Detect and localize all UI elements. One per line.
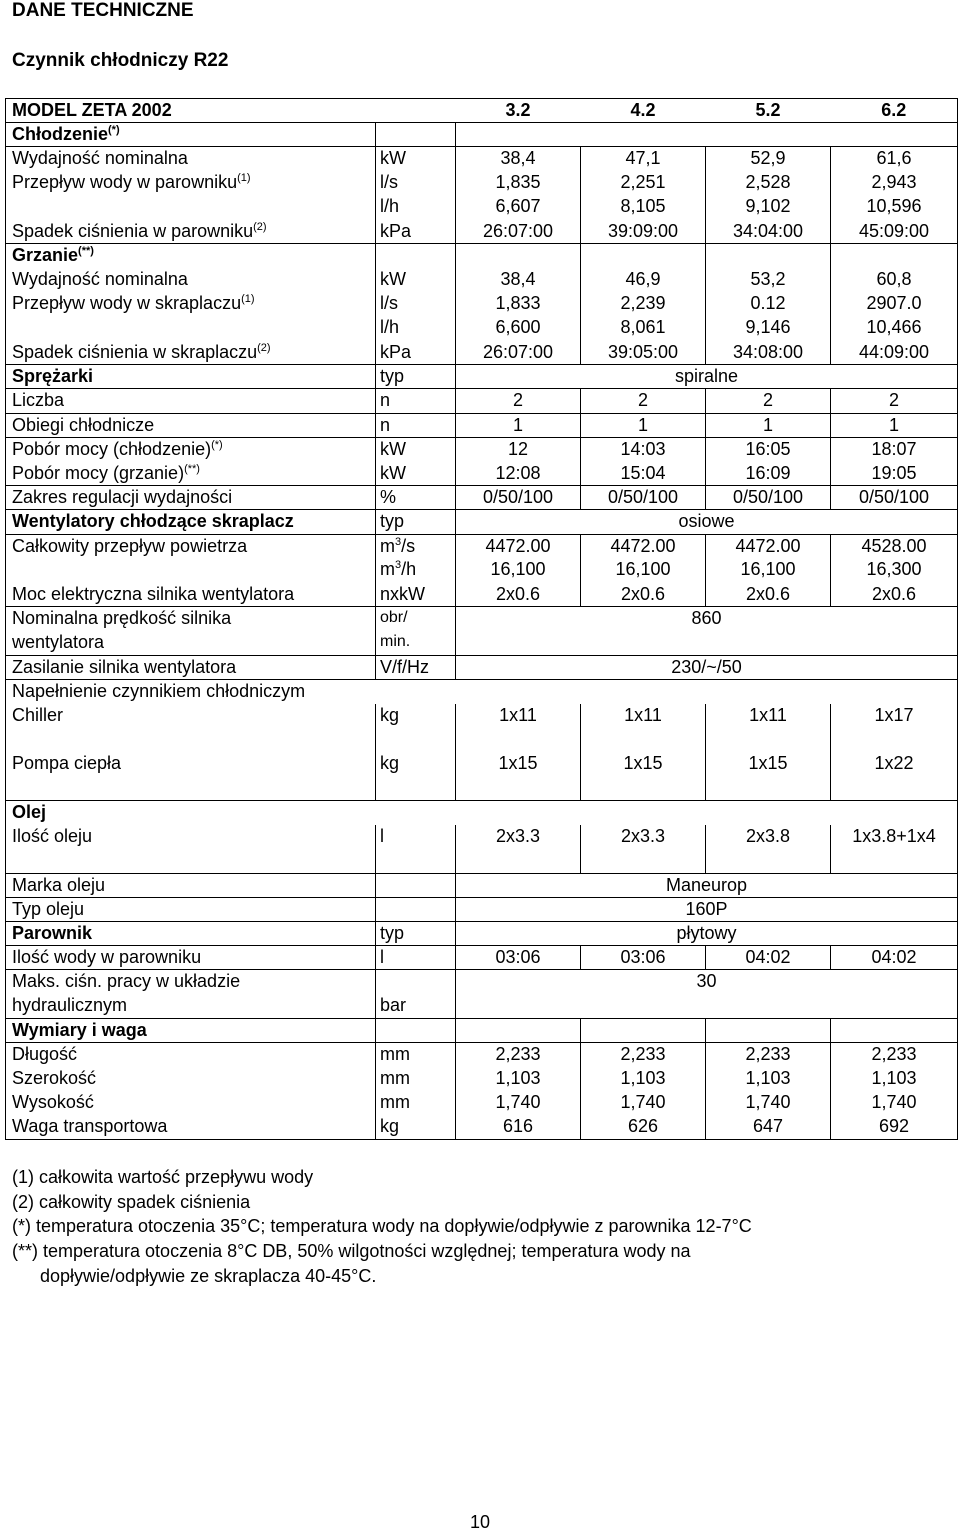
row-unit: typ (376, 365, 456, 389)
row-unit: kg (376, 1115, 456, 1139)
row-unit: kW (376, 268, 456, 292)
cell: 10,596 (831, 195, 958, 219)
cell: 0/50/100 (581, 486, 706, 510)
cell: 1x15 (706, 752, 831, 776)
model-5-2: 5.2 (755, 100, 781, 120)
cell: 1 (706, 413, 831, 437)
table-row (6, 679, 958, 703)
table-row (6, 994, 958, 1018)
cell: 0/50/100 (706, 486, 831, 510)
page-title: DANE TECHNICZNE (12, 0, 194, 21)
model-label: MODEL ZETA 2002 (6, 99, 376, 123)
row-unit: kW (376, 437, 456, 461)
cell: 53,2 (706, 268, 831, 292)
row-label: Całkowity przepływ powietrza (6, 534, 376, 558)
cell: 1,740 (456, 1091, 581, 1115)
model-3-2: 3.2 (505, 100, 531, 120)
row-label (6, 195, 376, 219)
table-row (6, 607, 958, 631)
row-unit: kW (376, 462, 456, 486)
row-label (6, 316, 376, 340)
row-unit: n (376, 389, 456, 413)
row-label: wentylatora (6, 631, 376, 655)
cell: 16:09 (706, 462, 831, 486)
cell: 1x15 (456, 752, 581, 776)
cell: 16,100 (706, 558, 831, 582)
merged-cell: płytowy (456, 921, 958, 945)
section-oil: Olej (6, 800, 958, 824)
page-number: 10 (469, 1512, 491, 1532)
cell: 26:07:00 (456, 220, 581, 244)
row-unit (376, 897, 456, 921)
table-row (6, 704, 958, 728)
row-unit: l (376, 825, 456, 849)
row-label: Liczba (6, 389, 376, 413)
table-row (6, 752, 958, 776)
table-row (6, 558, 958, 582)
footnote: (*) temperatura otoczenia 35°C; temperatura wody na dopływie/odpływie z parownika 12-7°C (12, 1216, 752, 1237)
table-row (6, 171, 958, 195)
row-unit: nxkW (376, 583, 456, 607)
table-row (6, 1018, 958, 1042)
row-label: Obiegi chłodnicze (6, 413, 376, 437)
row-label: Zakres regulacji wydajności (6, 486, 376, 510)
cell: 61,6 (831, 147, 958, 171)
table-row (6, 825, 958, 849)
footnotes (12, 1165, 952, 1289)
row-label: Chiller (6, 704, 376, 728)
model-6-2: 6.2 (831, 99, 958, 123)
cell: 2,251 (581, 171, 706, 195)
cell: 1 (456, 413, 581, 437)
cell: 1,103 (831, 1067, 958, 1091)
row-label: Napełnienie czynnikiem chłodniczym (6, 679, 958, 703)
table-row (6, 946, 958, 970)
spec-table (5, 98, 958, 1140)
cell: 2,233 (831, 1042, 958, 1066)
cell: 2x0.6 (706, 583, 831, 607)
table-row (6, 1115, 958, 1139)
refrigerant-heading: Czynnik chłodniczy R22 (12, 50, 229, 71)
cell: 38,4 (456, 147, 581, 171)
cell: 47,1 (581, 147, 706, 171)
row-unit: l/s (376, 292, 456, 316)
cell: 1,740 (706, 1091, 831, 1115)
row-unit: % (376, 486, 456, 510)
table-row (6, 244, 958, 268)
row-label: Wydajność nominalna (6, 147, 376, 171)
cell: 2,943 (831, 171, 958, 195)
table-row (6, 800, 958, 824)
merged-cell: 160P (456, 897, 958, 921)
row-unit: mm (376, 1067, 456, 1091)
cell: 1,740 (581, 1091, 706, 1115)
table-row (6, 776, 958, 800)
cell: 2 (831, 389, 958, 413)
table-row (6, 1042, 958, 1066)
cell: 2 (456, 389, 581, 413)
table-row (6, 655, 958, 679)
cell: 16,100 (456, 558, 581, 582)
table-row (6, 292, 958, 316)
row-label: Pobór mocy (chłodzenie)(*) (6, 437, 376, 461)
cell: 0/50/100 (456, 486, 581, 510)
row-label: Marka oleju (6, 873, 376, 897)
row-label: Przepływ wody w parowniku$^{(1)}$ (6, 171, 376, 195)
cell: 04:02 (831, 946, 958, 970)
table-row (6, 268, 958, 292)
section-cooling: Chłodzenie(*) (6, 123, 376, 147)
cell: 2x3.3 (581, 825, 706, 849)
table-row (6, 462, 958, 486)
row-unit: l/h (376, 195, 456, 219)
table-row (6, 534, 958, 558)
row-label (6, 558, 376, 582)
table-row (6, 413, 958, 437)
model-4-2: 4.2 (630, 100, 656, 120)
row-label: Zasilanie silnika wentylatora (6, 655, 376, 679)
row-label: Długość (6, 1042, 376, 1066)
cell: 39:05:00 (581, 341, 706, 365)
cell: 2x3.8 (706, 825, 831, 849)
merged-cell: 30 (456, 970, 958, 994)
cell: 15:04 (581, 462, 706, 486)
cell: 1x11 (706, 704, 831, 728)
row-unit: bar (376, 994, 456, 1018)
table-row (6, 123, 958, 147)
cell: 34:08:00 (706, 341, 831, 365)
table-row (6, 195, 958, 219)
cell: 2,239 (581, 292, 706, 316)
cell: 2x0.6 (831, 583, 958, 607)
cell: 0.12 (706, 292, 831, 316)
row-unit: kg (376, 752, 456, 776)
cell: 4528.00 (831, 534, 958, 558)
row-unit: l/h (376, 316, 456, 340)
section-compressors: Sprężarki (6, 365, 376, 389)
cell: 2,233 (456, 1042, 581, 1066)
cell: 2x3.3 (456, 825, 581, 849)
cell: 2,233 (581, 1042, 706, 1066)
cell: 34:04:00 (706, 220, 831, 244)
cell: 18:07 (831, 437, 958, 461)
cell: 1x17 (831, 704, 958, 728)
table-row (6, 341, 958, 365)
table-row (6, 365, 958, 389)
table-row (6, 389, 958, 413)
table-row (6, 316, 958, 340)
table-row (6, 583, 958, 607)
cell: 2 (706, 389, 831, 413)
section-heating: Grzanie(**) (6, 244, 376, 268)
row-unit: obr/ (376, 607, 456, 631)
cell: 4472.00 (581, 534, 706, 558)
cell: 26:07:00 (456, 341, 581, 365)
table-row (6, 437, 958, 461)
footnote: (1) całkowita wartość przepływu wody (12, 1167, 314, 1187)
footnote: dopływie/odpływie ze skraplacza 40-45°C. (40, 1265, 377, 1286)
cell: 2,233 (706, 1042, 831, 1066)
table-row (6, 220, 958, 244)
table-row (6, 147, 958, 171)
cell: 647 (706, 1115, 831, 1139)
row-label: Typ oleju (6, 897, 376, 921)
merged-cell: Maneurop (456, 873, 958, 897)
cell: 2 (581, 389, 706, 413)
table-row (6, 728, 958, 752)
cell: 12:08 (456, 462, 581, 486)
row-label: Spadek ciśnienia w parowniku$^{(2)}$ (6, 220, 376, 244)
cell: 6,600 (456, 316, 581, 340)
row-unit: V/f/Hz (376, 655, 456, 679)
row-label: hydraulicznym (6, 994, 376, 1018)
cell: 9,102 (706, 195, 831, 219)
cell: 692 (831, 1115, 958, 1139)
row-unit: kg (376, 704, 456, 728)
cell: 1 (831, 413, 958, 437)
cell: 1,103 (456, 1067, 581, 1091)
row-unit: mm (376, 1091, 456, 1115)
cell: 1,103 (581, 1067, 706, 1091)
table-row (6, 849, 958, 873)
section-dimensions: Wymiary i waga (6, 1018, 376, 1042)
table-row (6, 921, 958, 945)
cell: 0/50/100 (831, 486, 958, 510)
table-row (6, 510, 958, 534)
cell: 626 (581, 1115, 706, 1139)
row-label: Nominalna prędkość silnika (6, 607, 376, 631)
cell: 04:02 (706, 946, 831, 970)
cell: 16:05 (706, 437, 831, 461)
cell: 1,103 (706, 1067, 831, 1091)
table-row (6, 897, 958, 921)
row-label: Wydajność nominalna (6, 268, 376, 292)
row-unit (376, 873, 456, 897)
cell: 4472.00 (706, 534, 831, 558)
row-unit: $m^3/s$ (376, 534, 456, 558)
row-label: Spadek ciśnienia w skraplaczu$^{(2)}$ (6, 341, 376, 365)
merged-cell: spiralne (456, 365, 958, 389)
cell: 2x0.6 (581, 583, 706, 607)
cell: 2x0.6 (456, 583, 581, 607)
cell: 60,8 (831, 268, 958, 292)
merged-cell: osiowe (456, 510, 958, 534)
row-unit: typ (376, 510, 456, 534)
table-row (6, 873, 958, 897)
merged-cell: 230/~/50 (456, 655, 958, 679)
cell: 03:06 (456, 946, 581, 970)
cell: 1x3.8+1x4 (831, 825, 958, 849)
row-label: Ilość wody w parowniku (6, 946, 376, 970)
row-unit: kPa (376, 220, 456, 244)
cell: 1x22 (831, 752, 958, 776)
cell: 2,528 (706, 171, 831, 195)
cell: 46,9 (581, 268, 706, 292)
cell: 39:09:00 (581, 220, 706, 244)
cell: 10,466 (831, 316, 958, 340)
row-label: Maks. ciśn. pracy w układzie (6, 970, 376, 994)
row-label: Pobór mocy (grzanie)(**) (6, 462, 376, 486)
row-unit: min. (376, 631, 456, 655)
cell: 19:05 (831, 462, 958, 486)
cell: 2907.0 (831, 292, 958, 316)
cell: 1x11 (456, 704, 581, 728)
cell: 1x15 (581, 752, 706, 776)
row-label: Ilość oleju (6, 825, 376, 849)
table-row (6, 1091, 958, 1115)
footnote: (2) całkowity spadek ciśnienia (12, 1191, 251, 1212)
cell: 8,105 (581, 195, 706, 219)
cell: 16,300 (831, 558, 958, 582)
cell: 52,9 (706, 147, 831, 171)
row-label: Pompa ciepła (6, 752, 376, 776)
cell: 03:06 (581, 946, 706, 970)
row-label: Waga transportowa (6, 1115, 376, 1139)
row-unit: n (376, 413, 456, 437)
row-unit: kW (376, 147, 456, 171)
row-unit: l/s (376, 171, 456, 195)
cell: 38,4 (456, 268, 581, 292)
footnote: (**) temperatura otoczenia 8°C DB, 50% wilgotności względnej; temperatura wody na (12, 1241, 691, 1262)
cell: 9,146 (706, 316, 831, 340)
row-label: Moc elektryczna silnika wentylatora (6, 583, 376, 607)
row-unit: mm (376, 1042, 456, 1066)
row-unit: $m^3/h$ (376, 558, 456, 582)
cell: 12 (456, 437, 581, 461)
cell: 616 (456, 1115, 581, 1139)
cell: 1,833 (456, 292, 581, 316)
cell: 6,607 (456, 195, 581, 219)
table-row (6, 970, 958, 994)
cell: 14:03 (581, 437, 706, 461)
row-label: Wysokość (6, 1091, 376, 1115)
row-unit: kPa (376, 341, 456, 365)
cell: 1x11 (581, 704, 706, 728)
section-evaporator: Parownik (6, 921, 376, 945)
row-unit: l (376, 946, 456, 970)
cell: 16,100 (581, 558, 706, 582)
table-row (6, 486, 958, 510)
cell: 1,740 (831, 1091, 958, 1115)
cell: 45:09:00 (831, 220, 958, 244)
model-row (6, 99, 958, 123)
row-label: Szerokość (6, 1067, 376, 1091)
cell: 1,835 (456, 171, 581, 195)
cell: 44:09:00 (831, 341, 958, 365)
cell: 4472.00 (456, 534, 581, 558)
table-row (6, 1067, 958, 1091)
section-fans: Wentylatory chłodzące skraplacz (6, 510, 376, 534)
row-unit: typ (376, 921, 456, 945)
row-label: Przepływ wody w skraplaczu$^{(1)}$ (6, 292, 376, 316)
cell: 1 (581, 413, 706, 437)
cell: 8,061 (581, 316, 706, 340)
merged-cell: 860 (456, 607, 958, 655)
